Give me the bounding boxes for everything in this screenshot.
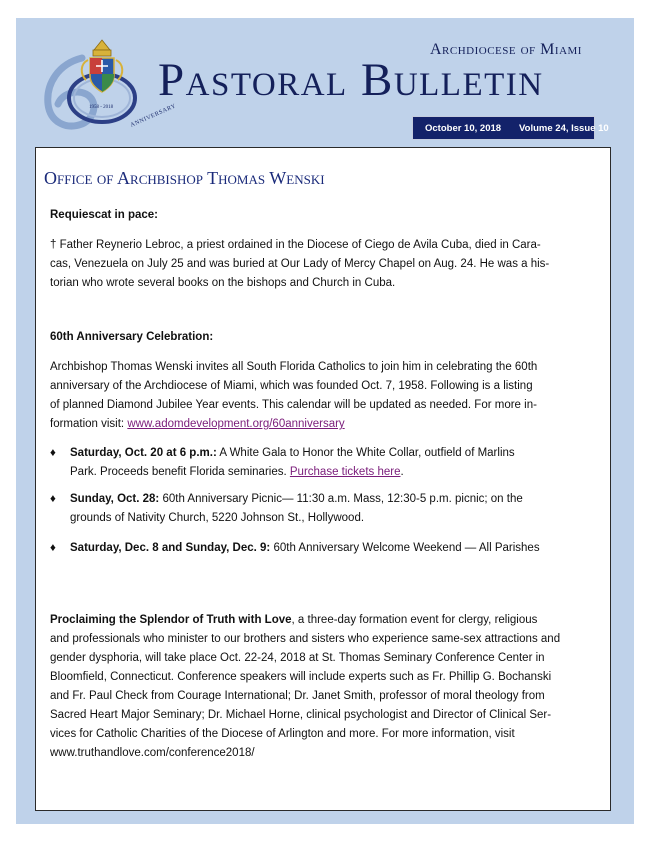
event-when: Saturday, Dec. 8 and Sunday, Dec. 9: <box>70 542 271 554</box>
requiescat-heading: Requiescat in pace: <box>50 209 159 221</box>
requiescat-line: † Father Reynerio Lebroc, a priest ordained in the Diocese of Ciego de Avila Cuba, died in Cara- <box>50 239 541 251</box>
requiescat-line: cas, Venezuela on July 25 and was buried at Our Lady of Mercy Chapel on Aug. 24. He was a his- <box>50 258 550 270</box>
proclaiming-url: www.truthandlove.com/conference2018/ <box>50 747 255 759</box>
proclaiming-line: vices for Catholic Charities of the Diocese of Arlington and more. For more information, visit <box>50 728 515 740</box>
event-item <box>50 539 600 558</box>
proclaiming-rest: , a three-day formation event for clergy, religious <box>291 614 538 626</box>
anniversary-visit-line <box>50 415 600 434</box>
archdiocese-60th-anniversary-logo <box>38 36 178 132</box>
requiescat-line: torian who wrote several books on the bishops and Church in Cuba. <box>50 277 396 289</box>
event-desc: 60th Anniversary Picnic— 11:30 a.m. Mass, 12:30-5 p.m. picnic; on the <box>159 493 523 505</box>
proclaiming-line: Sacred Heart Major Seminary; Dr. Michael Horne, clinical psychologist and Director of Clinical Ser- <box>50 709 552 721</box>
bullet-diamond: ♦ <box>50 493 56 505</box>
logo-years: 1958 - 2018 <box>89 105 114 110</box>
event-text <box>70 539 600 558</box>
proclaiming-line: and Fr. Paul Check from Courage International; Dr. Janet Smith, professor of moral theology from <box>50 690 545 702</box>
purchase-tickets-link[interactable]: Purchase tickets here <box>289 466 401 478</box>
issue-date: October 10, 2018 <box>425 122 502 134</box>
event-when: Saturday, Oct. 20 at 6 p.m.: <box>70 447 217 459</box>
visit-label: formation visit: <box>50 418 128 430</box>
anniversary-line: anniversary of the Archdiocese of Miami, which was founded Oct. 7, 1958. Following is a listing <box>50 380 533 392</box>
bullet-diamond: ♦ <box>50 447 56 459</box>
logo-anniversary-text: ANNIVERSARY <box>129 103 178 129</box>
event-desc-cont: Park. Proceeds benefit Florida seminaries. <box>70 466 290 478</box>
event-text <box>70 490 600 528</box>
anniversary-paragraph <box>50 358 600 434</box>
anniversary-line: of planned Diamond Jubilee Year events. This calendar will be updated as needed. For more in- <box>50 399 537 411</box>
requiescat-paragraph <box>50 236 600 293</box>
event-desc: 60th Anniversary Welcome Weekend — All Parishes <box>270 542 540 554</box>
event-when: Sunday, Oct. 28: <box>70 493 160 505</box>
bulletin-title: Pastoral Bulletin <box>158 54 544 106</box>
proclaiming-line <box>50 611 600 630</box>
proclaiming-line: gender dysphoria, will take place Oct. 22-24, 2018 at St. Thomas Seminary Conference Center in <box>50 652 545 664</box>
proclaiming-paragraph <box>50 611 600 763</box>
event-desc: A White Gala to Honor the White Collar, outfield of Marlins <box>216 447 515 459</box>
event-item <box>50 444 600 482</box>
event-item <box>50 490 600 528</box>
issue-info-bar <box>412 116 609 140</box>
proclaiming-lead: Proclaiming the Splendor of Truth with Love <box>50 614 292 626</box>
content-box <box>35 147 611 811</box>
archdiocese-name: Archdiocese of Miami <box>430 41 582 58</box>
bullet-diamond: ♦ <box>50 542 56 554</box>
event-text <box>70 444 600 482</box>
event-punct: . <box>400 466 404 478</box>
event-desc-cont: grounds of Nativity Church, 5220 Johnson St., Hollywood. <box>70 512 365 524</box>
anniversary-link[interactable]: www.adomdevelopment.org/60anniversary <box>127 418 345 430</box>
anniversary-line: Archbishop Thomas Wenski invites all South Florida Catholics to join him in celebrating the 60th <box>50 361 538 373</box>
proclaiming-line: Bloomfield, Connecticut. Conference speakers will include experts such as Fr. Phillip G. Bochanski <box>50 671 552 683</box>
proclaiming-line: and professionals who minister to our brothers and sisters who experience same-sex attractions and <box>50 633 561 645</box>
anniversary-heading: 60th Anniversary Celebration: <box>50 331 214 343</box>
office-title: Office of Archbishop Thomas Wenski <box>44 168 325 188</box>
issue-volume: Volume 24, Issue 10 <box>519 122 609 134</box>
